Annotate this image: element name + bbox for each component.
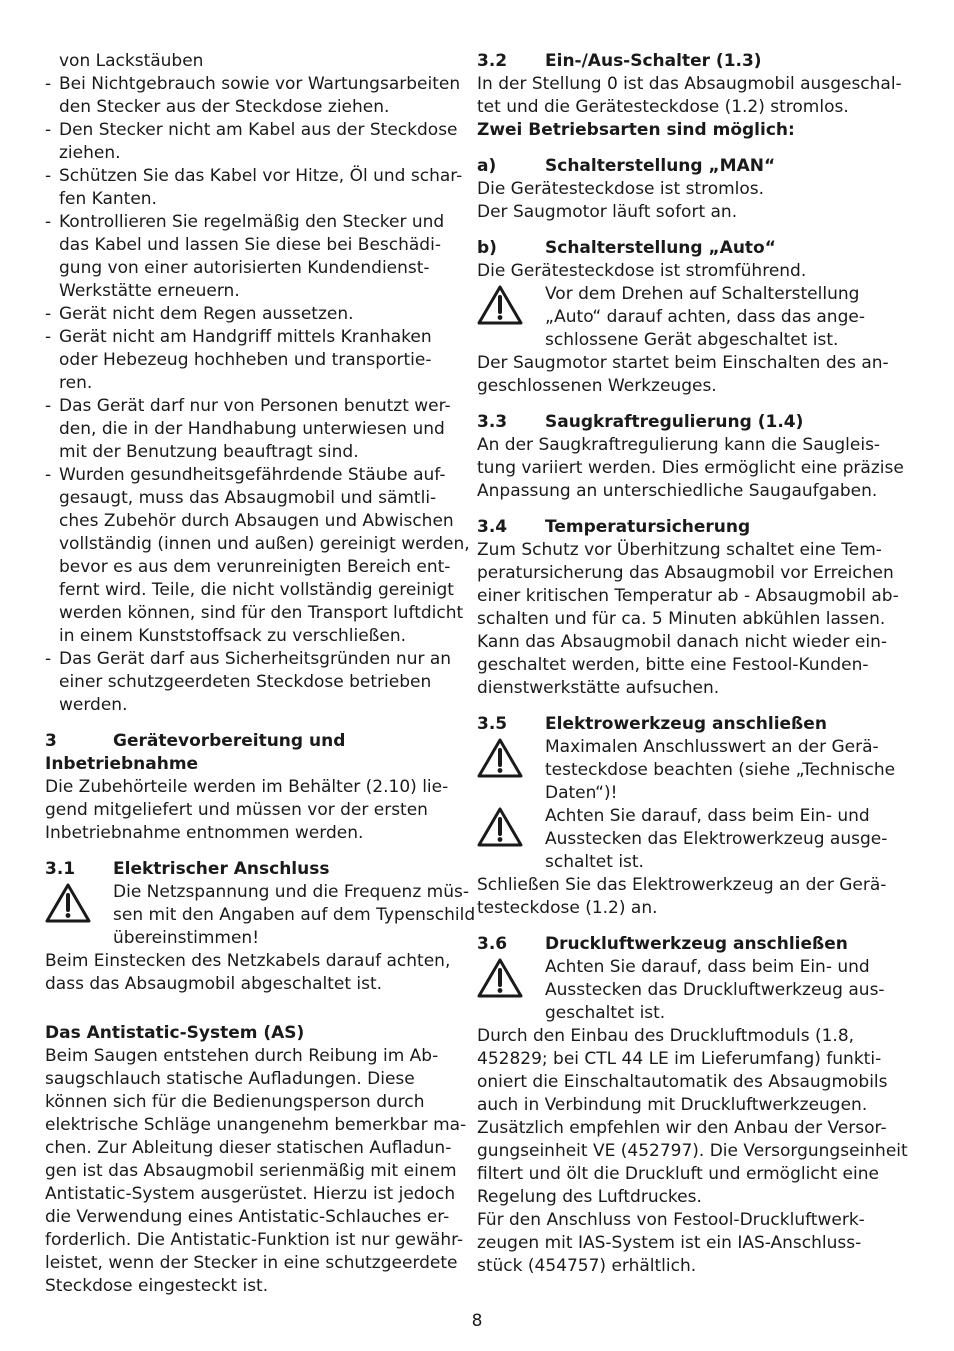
- warning-block: Achten Sie darauf, dass beim Ein- und Ausstecken das Elektrowerkzeug ausge- schaltet ist.: [477, 805, 887, 874]
- bullet-item: - Das Gerät darf nur von Personen benutzt wer- den, die in der Handhabung unterwiesen und mit der Benutzung beauftragt sind.: [45, 395, 455, 464]
- section-heading-3: 3 Gerätevorbereitung und Inbetriebnahme: [45, 731, 346, 774]
- bullet-item: - Das Gerät darf aus Sicherheitsgründen nur an einer schutzgeerdeten Steckdose betrieben werden.: [45, 648, 455, 717]
- section-heading-3-4: 3.4 Temperatursicherung: [477, 517, 751, 537]
- section-heading-3-5: 3.5 Elektrowerkzeug anschließen: [477, 714, 827, 734]
- modes-note: Zwei Betriebsarten sind möglich:: [477, 120, 795, 140]
- warning-block: Maximalen Anschlusswert an der Gerä- testeckdose beachten (siehe „Technische Daten“)!: [477, 736, 887, 805]
- warning-icon: [477, 956, 545, 1025]
- section-heading-a: a) Schalterstellung „MAN“: [477, 156, 776, 176]
- warning-block: Die Netzspannung und die Frequenz müs- sen mit den Angaben auf dem Typenschild übereinstimmen!: [45, 881, 455, 950]
- section-heading-3-3: 3.3 Saugkraftregulierung (1.4): [477, 412, 804, 432]
- warning-icon: [477, 283, 545, 352]
- bullet-item: - Wurden gesundheitsgefährdende Stäube auf- gesaugt, muss das Absaugmobil und sämtli- ches Zubehör durch Absaugen und Abwischen vollständig (innen und außen) gereinigt werden, bevor es aus dem verunreinigten Bereich ent- fernt wird. Teile, die nicht vollständig gereinigt werden können, sind für den Transport luftdicht in einem Kunststoffsack zu verschließen.: [45, 464, 455, 648]
- bullet-item: - Schützen Sie das Kabel vor Hitze, Öl und schar- fen Kanten.: [45, 165, 455, 211]
- section-heading-3-6: 3.6 Druckluftwerkzeug anschließen: [477, 934, 848, 954]
- page-number: 8: [471, 1311, 483, 1331]
- warning-icon: [477, 736, 545, 805]
- bullet-item: - Kontrollieren Sie regelmäßig den Stecker und das Kabel und lassen Sie diese bei Beschädi- gung von einer autorisierten Kundendienst- Werkstätte erneuern.: [45, 211, 455, 303]
- bullet-item: - Den Stecker nicht am Kabel aus der Steckdose ziehen.: [45, 119, 455, 165]
- warning-block: Achten Sie darauf, dass beim Ein- und Ausstecken das Druckluftwerkzeug aus- geschaltet ist.: [477, 956, 887, 1025]
- bullet-item: - Gerät nicht am Handgriff mittels Kranhaken oder Hebezeug hochheben und transportie- ren.: [45, 326, 455, 395]
- section-heading-3-2: 3.2 Ein-/Aus-Schalter (1.3): [477, 51, 762, 71]
- warning-icon: [477, 805, 545, 874]
- continued-line: von Lackstäuben: [59, 51, 204, 71]
- warning-icon: [45, 881, 113, 950]
- section-heading-3-1: 3.1 Elektrischer Anschluss: [45, 859, 330, 879]
- warning-block: Vor dem Drehen auf Schalterstellung „Auto“ darauf achten, dass das ange- schlossene Gerät abgeschaltet ist.: [477, 283, 887, 352]
- section-heading-b: b) Schalterstellung „Auto“: [477, 238, 776, 258]
- right-column: 3.2 Ein-/Aus-Schalter (1.3) In der Stellung 0 ist das Absaugmobil ausgeschal- tet und die Gerätesteckdose (1.2) stromlos. Zwei Betriebsarten sind möglich: a) Schalterstellung „MAN“ Die Gerätesteckdose ist stromlos. Der Saugmotor läuft sofort an. b) Schalterstellung „Auto“ Die Gerätesteckdose ist stromführend. Vor dem Drehen auf Schalterstellung „Auto“ darauf achten, dass das ange- schlossene Gerät abgeschaltet ist. Der Saugmotor startet beim Einschalten des an- geschlossenen Werkzeuges. 3.3 Saugkraftregulierung (1.4) An der Saugkraftregulierung kann die Saugleis- tung variiert werden. Dies ermöglicht eine präzise Anpassung an unterschiedliche Saugaufgaben. 3.4 Temperatursicherung Zum Schutz vor Überhitzung schaltet eine Tem- peratursicherung das Absaugmobil vor Erreichen einer kritischen Temperatur ab - Absaugmobil ab- schalten und für ca. 5 Minuten abkühlen lassen. Kann das Absaugmobil danach nicht wieder ein- geschaltet werden, bitte eine Festool-Kunden- dienstwerkstätte aufsuchen. 3.5 Elektrowerkzeug anschließen Maximalen Anschlusswert an der Gerä- testeckdose beachten (siehe „Technische Daten“)! Achten Sie darauf, dass beim Ein- und Ausstecken das Elektrowerkzeug ausge- schaltet ist. Schließen Sie das Elektrowerkzeug an der Gerä- testeckdose (1.2) an. 3.6 Druckluftwerkzeug anschließen Achten Sie darauf, dass beim Ein- und Ausstecken das Druckluftwerkzeug aus- geschaltet ist. Durch den Einbau des Druckluftmoduls (1.8, 452829; bei CTL 44 LE im Lieferumfang) funkti- oniert die Einschaltautomatik des Absaugmobils auch in Verbindung mit Druckluftwerkzeugen. Zusätzlich empfehlen wir den Anbau der Versor- gungseinheit VE (452797). Die Versorgungseinheit filtert und ölt die Druckluft und ermöglicht eine Regelung des Luftdruckes. Für den Anschluss von Festool-Druckluftwerk- zeugen mit IAS-System ist ein IAS-Anschluss- stück (454757) erhältlich.: [477, 51, 908, 1276]
- bullet-item: - Gerät nicht dem Regen aussetzen.: [45, 303, 455, 326]
- antistatic-heading: Das Antistatic-System (AS): [45, 1023, 305, 1043]
- left-column: von Lackstäuben - Bei Nichtgebrauch sowie vor Wartungsarbeiten den Stecker aus der Steckdose ziehen. - Den Stecker nicht am Kabel aus der Steckdose ziehen. - Schützen Sie das Kabel vor Hitze, Öl und schar- fen Kanten. - Kontrollieren Sie regelmäßig den Stecker und das Kabel und lassen Sie diese bei Beschädi- gung von einer autorisierten Kundendienst- Werkstätte erneuern. - Gerät nicht dem Regen aussetzen. - Gerät nicht am Handgriff mittels Kranhaken oder Hebezeug hochheben und transportie- ren. - Das Gerät darf nur von Personen benutzt wer- den, die in der Handhabung unterwiesen und mit der Benutzung beauftragt sind. - Wurden gesundheitsgefährdende Stäube auf- gesaugt, muss das Absaugmobil und sämtli- ches Zubehör durch Absaugen und Abwischen vollständig (innen und außen) gereinigt werden, bevor es aus dem verunreinigten Bereich ent- fernt wird. Teile, die nicht vollständig gereinigt werden können, sind für den Transport luftdicht in einem Kunststoffsack zu verschließen. - Das Gerät darf aus Sicherheitsgründen nur an einer schutzgeerdeten Steckdose betrieben werden. 3 Gerätevorbereitung und Inbetriebnahme Die Zubehörteile werden im Behälter (2.10) lie- gend mitgeliefert und müssen vor der ersten Inbetriebnahme entnommen werden. 3.1 Elektrischer Anschluss Die Netzspannung und die Frequenz müs- sen mit den Angaben auf dem Typenschild übereinstimmen! Beim Einstecken des Netzkabels darauf achten, dass das Absaugmobil abgeschaltet ist. Das Antistatic-System (AS) Beim Saugen entstehen durch Reibung im Ab- saugschlauch statische Aufladungen. Diese können sich für die Bedienungsperson durch elektrische Schläge unangenehm bemerkbar ma- chen. Zur Ableitung dieser statischen Aufladun- gen ist das Absaugmobil serienmäßig mit einem Antistatic-System ausgerüstet. Hierzu ist jedoch die Verwendung eines Antistatic-Schlauches er- forderlich. Die Antistatic-Funktion ist nur gewähr- leistet, wenn der Stecker in eine schutzgeerdete Steckdose eingesteckt ist.: [45, 50, 455, 1298]
- bullet-item: - Bei Nichtgebrauch sowie vor Wartungsarbeiten den Stecker aus der Steckdose ziehen.: [45, 73, 455, 119]
